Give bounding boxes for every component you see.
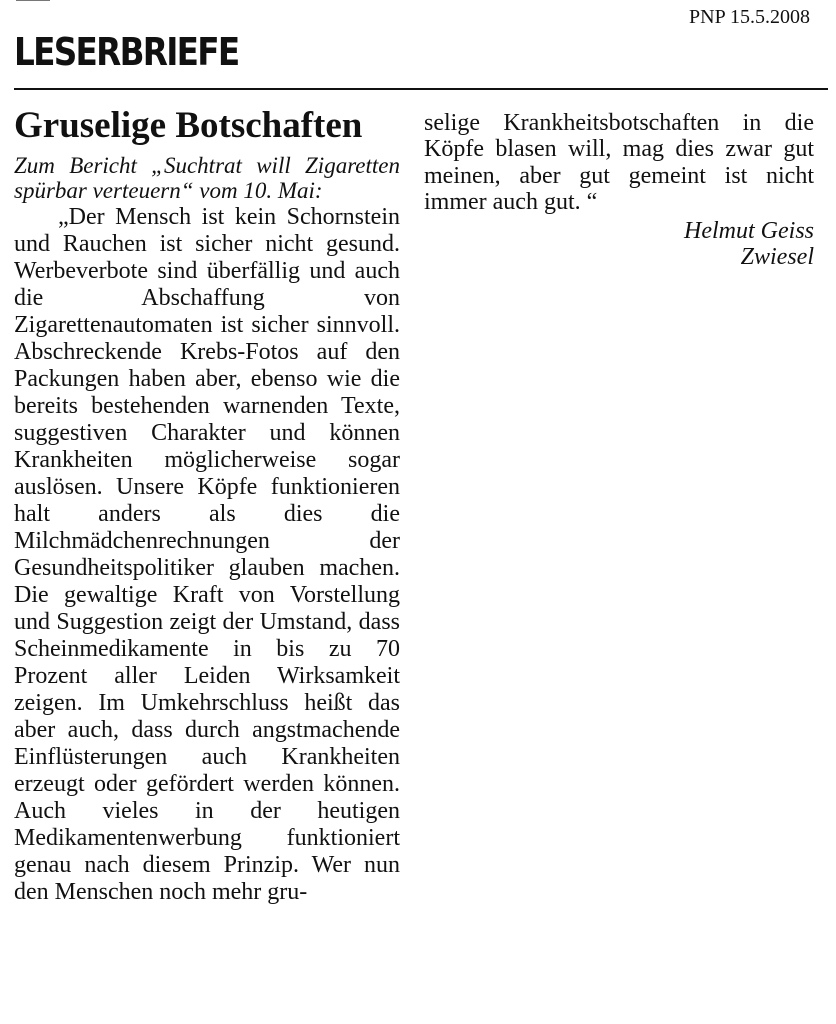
letter-body-part1: „Der Mensch ist kein Schornstein und Rauchen ist sicher nicht gesund. Werbeverbote sind überfällig und auch die Abschaffung von Zigarettenautomaten ist sicher sinnvoll. Abschreckende Krebs-Fotos auf den Packungen haben aber, ebenso wie die bereits bestehenden warnenden Texte, suggestiven Charakter und können Krankheiten möglicherweise sogar auslösen. Unsere Köpfe funktionieren halt anders als dies die Milchmädchenrechnungen der Gesundheitspolitiker glauben machen. Die gewaltige Kraft von Vorstellung und Suggestion zeigt der Umstand, dass Scheinmedikamente in bis zu 70 Prozent aller Leiden Wirksamkeit zeigen. Im Umkehrschluss heißt das aber auch, dass durch angstmachende Einflüsterungen auch Krankheiten erzeugt oder gefördert werden können. Auch vieles in der heutigen Medikamentenwerbung funktioniert genau nach diesem Prinzip. Wer nun den Menschen noch mehr gru- (14, 204, 400, 906)
section-rule (14, 88, 828, 90)
author-name: Helmut Geiss (684, 217, 814, 244)
intro-reference: Zum Bericht „Suchtrat will Zigaretten spürbar verteuern“ vom 10. Mai: (14, 153, 400, 204)
column-left (14, 104, 400, 906)
author-location: Zwiesel (740, 243, 814, 270)
headline: Gruselige Botschaften (14, 105, 363, 146)
column-right (424, 110, 814, 270)
scan-mark (16, 0, 50, 4)
source-date: PNP 15.5.2008 (689, 6, 810, 28)
letter-body-part2: selige Krankheitsbotschaften in die Köpfe blasen will, mag dies zwar gut meinen, aber gut gemeint ist nicht immer auch gut. “ (424, 110, 814, 216)
section-title: LESERBRIEFE (14, 30, 239, 74)
